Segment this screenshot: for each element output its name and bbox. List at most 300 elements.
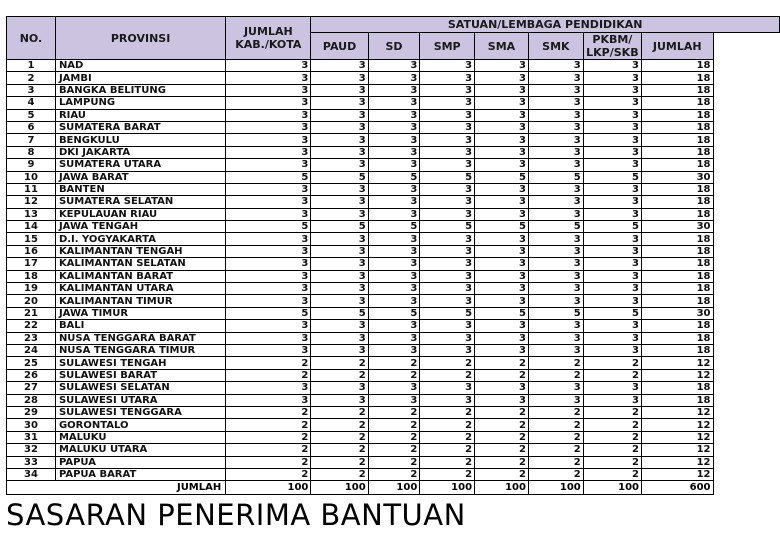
row-number: 33 — [7, 456, 56, 468]
jumlah-kab-kota: 3 — [226, 84, 311, 96]
sma-count: 3 — [475, 332, 529, 344]
smp-count: 3 — [420, 109, 475, 121]
jumlah-kab-kota: 3 — [226, 295, 311, 307]
paud-count: 3 — [311, 109, 368, 121]
row-number: 23 — [7, 332, 56, 344]
table-row — [7, 357, 780, 369]
jumlah-kab-kota: 3 — [226, 283, 311, 295]
jumlah-kab-kota: 5 — [226, 307, 311, 319]
smk-count: 3 — [528, 245, 583, 257]
smk-count: 2 — [528, 369, 583, 381]
smp-count: 3 — [420, 332, 475, 344]
pkbm-count: 2 — [583, 444, 641, 456]
table-row — [7, 270, 780, 282]
sd-count: 2 — [368, 419, 420, 431]
smk-count: 2 — [528, 456, 583, 468]
row-number: 14 — [7, 221, 56, 233]
total-row — [7, 481, 780, 495]
smk-count: 2 — [528, 419, 583, 431]
sd-count: 5 — [368, 221, 420, 233]
smk-count: 3 — [528, 196, 583, 208]
header-sd: SD — [368, 33, 420, 60]
row-number: 34 — [7, 468, 56, 480]
row-total: 12 — [641, 406, 713, 418]
row-number: 32 — [7, 444, 56, 456]
total-smk: 100 — [528, 481, 583, 495]
row-total: 12 — [641, 419, 713, 431]
table-row — [7, 134, 780, 146]
jumlah-kab-kota: 3 — [226, 270, 311, 282]
table-header — [7, 17, 780, 60]
paud-count: 5 — [311, 221, 368, 233]
paud-count: 2 — [311, 444, 368, 456]
table-row — [7, 60, 780, 72]
header-jumlah-kab-line2: KAB./KOTA — [235, 38, 302, 51]
sma-count: 5 — [475, 307, 529, 319]
jumlah-kab-kota: 2 — [226, 419, 311, 431]
sma-count: 3 — [475, 320, 529, 332]
row-total: 18 — [641, 245, 713, 257]
smp-count: 3 — [420, 97, 475, 109]
paud-count: 5 — [311, 171, 368, 183]
paud-count: 2 — [311, 369, 368, 381]
province-name: BENGKULU — [55, 134, 225, 146]
pkbm-count: 3 — [583, 245, 641, 257]
table-row — [7, 84, 780, 96]
row-number: 12 — [7, 196, 56, 208]
table-row — [7, 419, 780, 431]
header-pkbm-line1: PKBM/ — [592, 33, 633, 46]
row-total: 18 — [641, 233, 713, 245]
jumlah-kab-kota: 3 — [226, 109, 311, 121]
row-total: 18 — [641, 283, 713, 295]
sd-count: 3 — [368, 109, 420, 121]
row-total: 18 — [641, 394, 713, 406]
row-number: 10 — [7, 171, 56, 183]
paud-count: 3 — [311, 72, 368, 84]
pkbm-count: 2 — [583, 431, 641, 443]
pkbm-count: 3 — [583, 332, 641, 344]
paud-count: 3 — [311, 60, 368, 72]
sma-count: 3 — [475, 72, 529, 84]
table-row — [7, 159, 780, 171]
row-total: 18 — [641, 258, 713, 270]
row-total: 18 — [641, 60, 713, 72]
sma-count: 5 — [475, 171, 529, 183]
province-name: GORONTALO — [55, 419, 225, 431]
smp-count: 2 — [420, 406, 475, 418]
pkbm-count: 3 — [583, 283, 641, 295]
pkbm-count: 3 — [583, 382, 641, 394]
row-total: 18 — [641, 295, 713, 307]
province-name: BALI — [55, 320, 225, 332]
row-total: 18 — [641, 183, 713, 195]
smk-count: 3 — [528, 146, 583, 158]
province-name: SUMATERA BARAT — [55, 121, 225, 133]
table-row — [7, 171, 780, 183]
jumlah-kab-kota: 2 — [226, 431, 311, 443]
province-name: KEPULAUAN RIAU — [55, 208, 225, 220]
smk-count: 2 — [528, 468, 583, 480]
row-number: 19 — [7, 283, 56, 295]
row-number: 8 — [7, 146, 56, 158]
row-number: 13 — [7, 208, 56, 220]
jumlah-kab-kota: 3 — [226, 344, 311, 356]
sd-count: 3 — [368, 159, 420, 171]
sma-count: 2 — [475, 369, 529, 381]
jumlah-kab-kota: 3 — [226, 196, 311, 208]
province-name: PAPUA — [55, 456, 225, 468]
row-total: 30 — [641, 307, 713, 319]
page-caption: SASARAN PENERIMA BANTUAN — [6, 498, 466, 532]
province-name: JAMBI — [55, 72, 225, 84]
row-total: 12 — [641, 444, 713, 456]
row-total: 12 — [641, 357, 713, 369]
province-name: BANTEN — [55, 183, 225, 195]
paud-count: 3 — [311, 208, 368, 220]
table-row — [7, 394, 780, 406]
row-number: 15 — [7, 233, 56, 245]
row-total: 12 — [641, 431, 713, 443]
paud-count: 5 — [311, 307, 368, 319]
jumlah-kab-kota: 3 — [226, 183, 311, 195]
smk-count: 3 — [528, 344, 583, 356]
smk-count: 3 — [528, 320, 583, 332]
province-name: JAWA TIMUR — [55, 307, 225, 319]
paud-count: 3 — [311, 183, 368, 195]
pkbm-count: 3 — [583, 97, 641, 109]
sd-count: 2 — [368, 406, 420, 418]
sma-count: 3 — [475, 382, 529, 394]
row-number: 1 — [7, 60, 56, 72]
table-row — [7, 233, 780, 245]
table-row — [7, 406, 780, 418]
sd-count: 3 — [368, 72, 420, 84]
smp-count: 3 — [420, 121, 475, 133]
province-name: SUMATERA UTARA — [55, 159, 225, 171]
smk-count: 3 — [528, 382, 583, 394]
smp-count: 5 — [420, 307, 475, 319]
smp-count: 3 — [420, 233, 475, 245]
total-paud: 100 — [311, 481, 368, 495]
header-sma: SMA — [475, 33, 529, 60]
smp-count: 3 — [420, 258, 475, 270]
total-sd: 100 — [368, 481, 420, 495]
sma-count: 3 — [475, 60, 529, 72]
table-row — [7, 431, 780, 443]
sd-count: 2 — [368, 468, 420, 480]
row-total: 18 — [641, 121, 713, 133]
header-smp: SMP — [420, 33, 475, 60]
province-name: NAD — [55, 60, 225, 72]
header-no: NO. — [7, 17, 56, 60]
sd-count: 3 — [368, 121, 420, 133]
table-row — [7, 295, 780, 307]
jumlah-kab-kota: 3 — [226, 97, 311, 109]
table-row — [7, 196, 780, 208]
sma-count: 3 — [475, 146, 529, 158]
sd-count: 3 — [368, 97, 420, 109]
row-total: 18 — [641, 332, 713, 344]
sd-count: 3 — [368, 344, 420, 356]
sd-count: 3 — [368, 208, 420, 220]
table-row — [7, 456, 780, 468]
smk-count: 3 — [528, 183, 583, 195]
sma-count: 2 — [475, 444, 529, 456]
smp-count: 3 — [420, 84, 475, 96]
row-number: 28 — [7, 394, 56, 406]
row-total: 18 — [641, 97, 713, 109]
sma-count: 3 — [475, 283, 529, 295]
pkbm-count: 3 — [583, 270, 641, 282]
province-name: DKI JAKARTA — [55, 146, 225, 158]
pkbm-count: 3 — [583, 394, 641, 406]
province-name: KALIMANTAN SELATAN — [55, 258, 225, 270]
sma-count: 3 — [475, 344, 529, 356]
smk-count: 3 — [528, 84, 583, 96]
pkbm-count: 3 — [583, 84, 641, 96]
sma-count: 3 — [475, 295, 529, 307]
row-total: 18 — [641, 382, 713, 394]
row-total: 18 — [641, 84, 713, 96]
paud-count: 3 — [311, 196, 368, 208]
sd-count: 3 — [368, 258, 420, 270]
paud-count: 3 — [311, 295, 368, 307]
sma-count: 2 — [475, 406, 529, 418]
row-number: 2 — [7, 72, 56, 84]
smp-count: 3 — [420, 134, 475, 146]
sd-count: 2 — [368, 444, 420, 456]
header-paud: PAUD — [311, 33, 368, 60]
sma-count: 3 — [475, 208, 529, 220]
smk-count: 5 — [528, 307, 583, 319]
jumlah-kab-kota: 3 — [226, 320, 311, 332]
paud-count: 2 — [311, 431, 368, 443]
row-total: 18 — [641, 344, 713, 356]
smp-count: 3 — [420, 183, 475, 195]
sma-count: 3 — [475, 97, 529, 109]
sma-count: 3 — [475, 159, 529, 171]
table-row — [7, 332, 780, 344]
jumlah-kab-kota: 3 — [226, 159, 311, 171]
jumlah-kab-kota: 2 — [226, 456, 311, 468]
smp-count: 3 — [420, 394, 475, 406]
total-sma: 100 — [475, 481, 529, 495]
sma-count: 3 — [475, 109, 529, 121]
row-number: 4 — [7, 97, 56, 109]
pkbm-count: 3 — [583, 134, 641, 146]
pkbm-count: 3 — [583, 72, 641, 84]
province-name: RIAU — [55, 109, 225, 121]
table-row — [7, 183, 780, 195]
pkbm-count: 3 — [583, 146, 641, 158]
sd-count: 2 — [368, 357, 420, 369]
province-name: NUSA TENGGARA BARAT — [55, 332, 225, 344]
paud-count: 2 — [311, 406, 368, 418]
province-name: BANGKA BELITUNG — [55, 84, 225, 96]
table-row — [7, 72, 780, 84]
pkbm-count: 3 — [583, 233, 641, 245]
smk-count: 3 — [528, 208, 583, 220]
sma-count: 5 — [475, 221, 529, 233]
smp-count: 3 — [420, 283, 475, 295]
data-table-container — [6, 16, 780, 495]
sd-count: 3 — [368, 320, 420, 332]
sma-count: 3 — [475, 121, 529, 133]
sd-count: 3 — [368, 60, 420, 72]
row-total: 18 — [641, 208, 713, 220]
smp-count: 3 — [420, 159, 475, 171]
table-row — [7, 444, 780, 456]
province-name: KALIMANTAN TIMUR — [55, 295, 225, 307]
paud-count: 3 — [311, 258, 368, 270]
jumlah-kab-kota: 3 — [226, 134, 311, 146]
paud-count: 3 — [311, 394, 368, 406]
sd-count: 2 — [368, 369, 420, 381]
sma-count: 3 — [475, 394, 529, 406]
province-name: JAWA TENGAH — [55, 221, 225, 233]
row-total: 30 — [641, 171, 713, 183]
sd-count: 3 — [368, 134, 420, 146]
row-total: 18 — [641, 270, 713, 282]
sd-count: 3 — [368, 183, 420, 195]
jumlah-kab-kota: 3 — [226, 146, 311, 158]
pkbm-count: 3 — [583, 196, 641, 208]
jumlah-kab-kota: 3 — [226, 121, 311, 133]
jumlah-kab-kota: 2 — [226, 369, 311, 381]
jumlah-kab-kota: 2 — [226, 468, 311, 480]
table-row — [7, 245, 780, 257]
province-name: SULAWESI TENGGARA — [55, 406, 225, 418]
header-pkbm — [583, 33, 641, 60]
sma-count: 3 — [475, 233, 529, 245]
paud-count: 3 — [311, 233, 368, 245]
sma-count: 3 — [475, 245, 529, 257]
table-row — [7, 283, 780, 295]
row-number: 22 — [7, 320, 56, 332]
smp-count: 2 — [420, 369, 475, 381]
row-number: 9 — [7, 159, 56, 171]
smp-count: 3 — [420, 60, 475, 72]
smk-count: 3 — [528, 134, 583, 146]
province-name: JAWA BARAT — [55, 171, 225, 183]
header-provinsi: PROVINSI — [55, 17, 225, 60]
smp-count: 3 — [420, 196, 475, 208]
row-number: 24 — [7, 344, 56, 356]
smp-count: 3 — [420, 295, 475, 307]
jumlah-kab-kota: 3 — [226, 258, 311, 270]
table-row — [7, 121, 780, 133]
smk-count: 3 — [528, 332, 583, 344]
sd-count: 3 — [368, 196, 420, 208]
paud-count: 3 — [311, 121, 368, 133]
paud-count: 3 — [311, 270, 368, 282]
row-number: 29 — [7, 406, 56, 418]
pkbm-count: 2 — [583, 456, 641, 468]
jumlah-kab-kota: 5 — [226, 221, 311, 233]
smp-count: 2 — [420, 431, 475, 443]
row-total: 18 — [641, 109, 713, 121]
row-total: 30 — [641, 221, 713, 233]
paud-count: 3 — [311, 382, 368, 394]
jumlah-kab-kota: 5 — [226, 171, 311, 183]
province-name: KALIMANTAN UTARA — [55, 283, 225, 295]
total-pkbm: 100 — [583, 481, 641, 495]
smp-count: 3 — [420, 146, 475, 158]
smp-count: 5 — [420, 171, 475, 183]
smk-count: 5 — [528, 171, 583, 183]
paud-count: 3 — [311, 146, 368, 158]
row-total: 12 — [641, 456, 713, 468]
paud-count: 3 — [311, 134, 368, 146]
sd-count: 3 — [368, 394, 420, 406]
pkbm-count: 3 — [583, 344, 641, 356]
smk-count: 3 — [528, 283, 583, 295]
province-name: KALIMANTAN BARAT — [55, 270, 225, 282]
row-total: 12 — [641, 369, 713, 381]
smp-count: 3 — [420, 344, 475, 356]
smk-count: 3 — [528, 60, 583, 72]
total-smp: 100 — [420, 481, 475, 495]
smk-count: 3 — [528, 121, 583, 133]
sma-count: 2 — [475, 419, 529, 431]
smk-count: 2 — [528, 431, 583, 443]
sd-count: 5 — [368, 171, 420, 183]
province-name: SUMATERA SELATAN — [55, 196, 225, 208]
pkbm-count: 2 — [583, 468, 641, 480]
table-row — [7, 221, 780, 233]
paud-count: 3 — [311, 84, 368, 96]
jumlah-kab-kota: 3 — [226, 332, 311, 344]
province-name: MALUKU — [55, 431, 225, 443]
province-name: KALIMANTAN TENGAH — [55, 245, 225, 257]
smp-count: 3 — [420, 72, 475, 84]
pkbm-count: 5 — [583, 307, 641, 319]
province-name: PAPUA BARAT — [55, 468, 225, 480]
province-name: NUSA TENGGARA TIMUR — [55, 344, 225, 356]
jumlah-kab-kota: 2 — [226, 406, 311, 418]
sma-count: 3 — [475, 183, 529, 195]
sd-count: 3 — [368, 295, 420, 307]
paud-count: 3 — [311, 320, 368, 332]
smp-count: 3 — [420, 208, 475, 220]
sma-count: 3 — [475, 196, 529, 208]
table-row — [7, 468, 780, 480]
sd-count: 3 — [368, 332, 420, 344]
pkbm-count: 3 — [583, 320, 641, 332]
table-row — [7, 146, 780, 158]
table-footer — [7, 481, 780, 495]
pkbm-count: 2 — [583, 406, 641, 418]
row-number: 17 — [7, 258, 56, 270]
smk-count: 3 — [528, 295, 583, 307]
province-name: SULAWESI SELATAN — [55, 382, 225, 394]
province-name: LAMPUNG — [55, 97, 225, 109]
row-number: 25 — [7, 357, 56, 369]
paud-count: 3 — [311, 159, 368, 171]
pkbm-count: 3 — [583, 159, 641, 171]
smk-count: 3 — [528, 159, 583, 171]
table-row — [7, 382, 780, 394]
smk-count: 3 — [528, 233, 583, 245]
row-number: 30 — [7, 419, 56, 431]
pkbm-count: 3 — [583, 295, 641, 307]
paud-count: 2 — [311, 357, 368, 369]
sd-count: 3 — [368, 245, 420, 257]
table-row — [7, 97, 780, 109]
row-number: 3 — [7, 84, 56, 96]
sd-count: 5 — [368, 307, 420, 319]
